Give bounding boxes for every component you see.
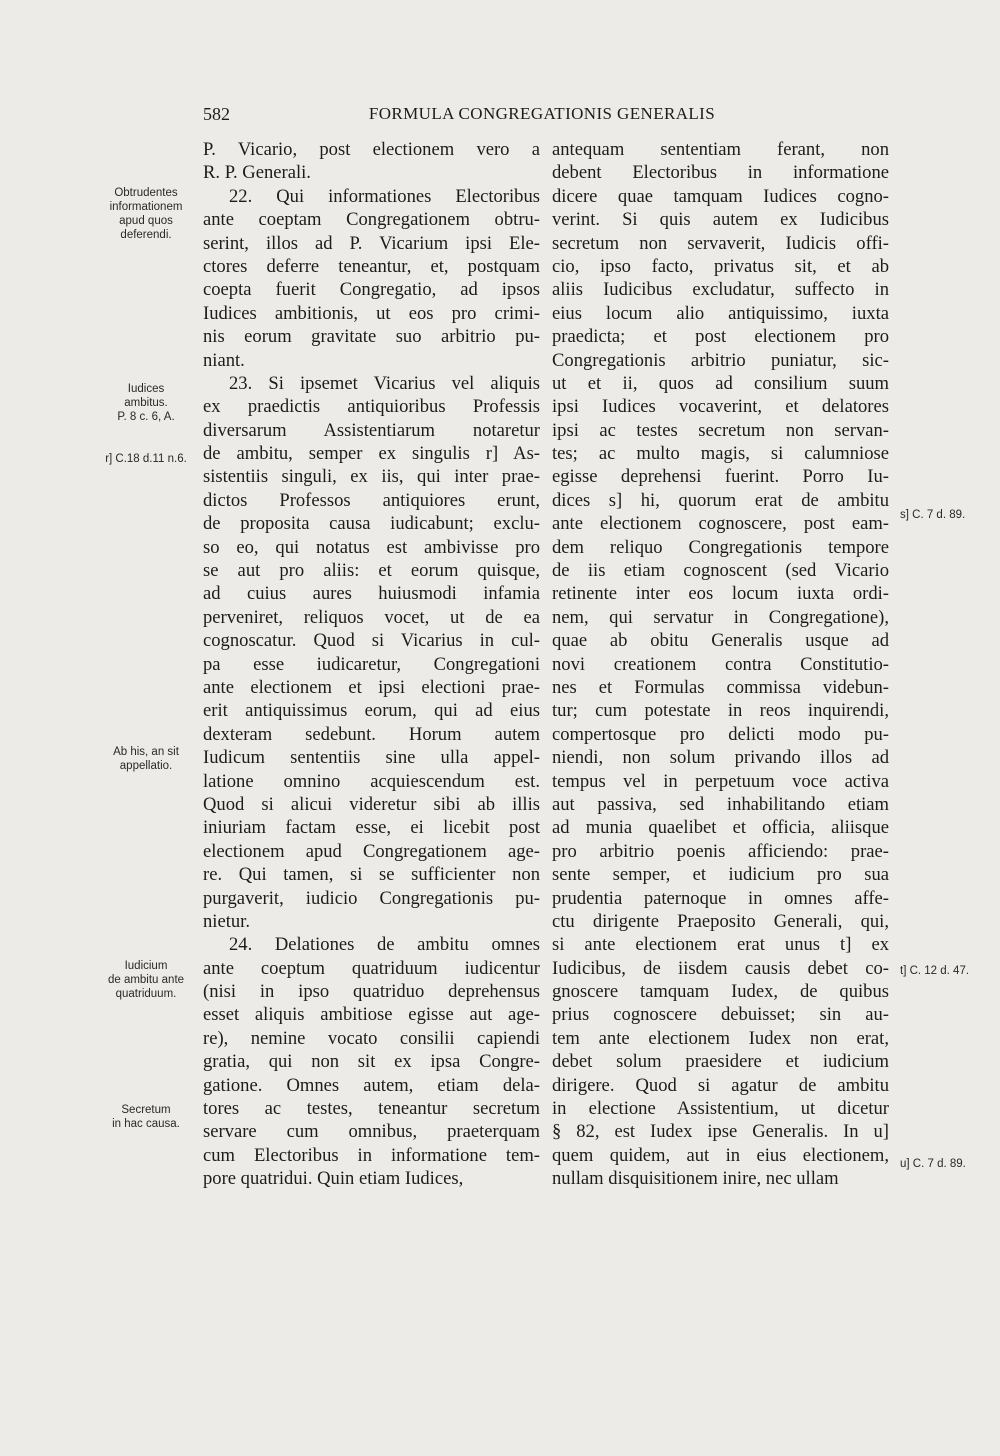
text-line: aut passiva, sed inhabilitando etiam bbox=[552, 793, 889, 815]
text-line: quem quidem, aut in eius electionem, bbox=[552, 1144, 889, 1166]
text-line: dexteram sedebunt. Horum autem bbox=[203, 723, 540, 745]
text-line: coepta fuerit Congregatio, ad ipsos bbox=[203, 279, 540, 301]
margin-note-left bbox=[96, 745, 196, 773]
text-line: si ante electionem erat unus t] ex bbox=[552, 934, 889, 956]
text-line: aliis Iudicibus excludatur, suffecto in bbox=[552, 279, 889, 301]
margin-note-line: appellatio. bbox=[119, 760, 173, 772]
text-line: verint. Si quis autem ex Iudicibus bbox=[552, 209, 889, 231]
text-line: cum Electoribus in informatione tem- bbox=[203, 1144, 540, 1166]
margin-note-line: Iudices bbox=[127, 383, 165, 395]
text-line: ut et ii, quos ad consilium suum bbox=[552, 372, 889, 394]
text-line: pore quatridui. Quin etiam Iudices, bbox=[203, 1168, 464, 1190]
text-line: tempus vel in perpetuum voce activa bbox=[552, 770, 889, 792]
page-header bbox=[203, 104, 881, 126]
margin-note-line: de ambitu ante bbox=[107, 974, 185, 986]
text-line: so eo, qui notatus est ambivisse pro bbox=[203, 536, 540, 558]
text-line: secretum non servaverit, Iudicis offi- bbox=[552, 232, 889, 254]
text-line: gratia, qui non sit ex ipsa Congre- bbox=[203, 1051, 540, 1073]
text-line: servare cum omnibus, praeterquam bbox=[203, 1121, 540, 1143]
text-line: Congregationis arbitrio puniatur, sic- bbox=[552, 349, 889, 371]
text-line: retinente inter eos locum iuxta ordi- bbox=[552, 583, 889, 605]
page-number: 582 bbox=[203, 104, 230, 124]
text-line: pro arbitrio poenis afficiendo: prae- bbox=[552, 840, 889, 862]
text-line: tur; cum potestate in reos inquirendi, bbox=[552, 700, 889, 722]
text-line: de iis etiam cognoscent (sed Vicario bbox=[552, 560, 889, 582]
text-line: de ambitu, semper ex singulis r] As- bbox=[203, 443, 540, 465]
text-line: tores ac testes, teneantur secretum bbox=[203, 1098, 540, 1120]
margin-note-left bbox=[96, 452, 196, 466]
text-line: nis eorum gravitate suo arbitrio pu- bbox=[203, 326, 540, 348]
text-line: perveniret, reliquos vocet, ut de ea bbox=[203, 606, 540, 628]
margin-note-right bbox=[900, 508, 995, 522]
text-line: nes et Formulas commissa videbun- bbox=[552, 676, 889, 698]
text-line: § 82, est Iudex ipse Generalis. In u] bbox=[552, 1121, 889, 1143]
text-line: ante coeptum quatriduum iudicentur bbox=[203, 957, 540, 979]
text-line: compertosque pro delicti modo pu- bbox=[552, 723, 889, 745]
text-line: prius cognoscere debuisset; sin au- bbox=[552, 1004, 889, 1026]
text-line: diversarum Assistentiarum notaretur bbox=[203, 419, 540, 441]
text-line: dictos Professos antiquiores erunt, bbox=[203, 489, 540, 511]
text-line: de proposita causa iudicabunt; exclu- bbox=[203, 513, 540, 535]
text-line: cio, ipso facto, privatus sit, et ab bbox=[552, 255, 889, 277]
text-line: niant. bbox=[203, 349, 245, 371]
text-line: antequam sententiam ferant, non bbox=[552, 139, 889, 160]
margin-note-right bbox=[900, 1157, 995, 1171]
margin-note-line: t] C. 12 d. 47. bbox=[900, 965, 970, 977]
text-line: quae ab obitu Generalis usque ad bbox=[552, 630, 889, 652]
text-line: 22. Qui informationes Electoribus bbox=[229, 185, 540, 207]
margin-note-line: Ab his, an sit bbox=[113, 746, 179, 758]
text-line: nietur. bbox=[203, 910, 250, 932]
text-line: ex praedictis antiquioribus Professis bbox=[203, 396, 540, 418]
text-line: R. P. Generali. bbox=[203, 162, 311, 184]
text-line: Iudices ambitionis, ut eos pro crimi- bbox=[203, 302, 540, 324]
margin-note-line: u] C. 7 d. 89. bbox=[900, 1158, 966, 1170]
margin-note-left bbox=[96, 959, 196, 1001]
text-line: re. Qui tamen, si se sufficienter non bbox=[203, 864, 540, 886]
text-line: nem, qui servatur in Congregatione), bbox=[552, 606, 889, 628]
margin-note-left bbox=[96, 186, 196, 242]
text-line: gnoscere tamquam Iudex, de quibus bbox=[552, 981, 889, 1003]
text-line: erit antiquissimus eorum, qui ad eius bbox=[203, 700, 540, 722]
text-line: prudentia paternoque in omnes affe- bbox=[552, 887, 889, 909]
left-text-column bbox=[203, 138, 540, 1191]
text-line: ctu dirigente Praeposito Generali, qui, bbox=[552, 910, 889, 932]
text-line: re), nemine vocato consilii capiendi bbox=[203, 1027, 540, 1049]
text-line: ad munia quaelibet et officia, aliisque bbox=[552, 817, 889, 839]
margin-note-line: deferendi. bbox=[120, 229, 172, 241]
text-line: gatione. Omnes autem, etiam dela- bbox=[203, 1074, 540, 1096]
text-line: tes; ac multo magis, si calumniose bbox=[552, 443, 889, 465]
text-line: 24. Delationes de ambitu omnes bbox=[229, 934, 540, 956]
text-line: serint, illos ad P. Vicarium ipsi Ele- bbox=[203, 232, 540, 254]
margin-note-line: in hac causa. bbox=[112, 1118, 180, 1130]
text-line: novi creationem contra Constitutio- bbox=[552, 653, 889, 675]
text-line: ante coeptam Congregationem obtru- bbox=[203, 209, 540, 231]
text-line: 23. Si ipsemet Vicarius vel aliquis bbox=[229, 372, 540, 394]
text-line: se aut pro aliis: et eorum quisque, bbox=[203, 560, 540, 582]
text-line: esset aliquis ambitiose egisse aut age- bbox=[203, 1004, 540, 1026]
text-line: ipsi Iudices vocaverint, et delatores bbox=[552, 396, 889, 418]
text-line: dices s] hi, quorum erat de ambitu bbox=[552, 489, 889, 511]
text-line: latione omnino acquiescendum est. bbox=[203, 770, 540, 792]
text-line: Iudicum sententiis sine ulla appel- bbox=[203, 747, 540, 769]
margin-note-line: Iudicium bbox=[124, 960, 168, 972]
text-line: dirigere. Quod si agatur de ambitu bbox=[552, 1074, 889, 1096]
text-line: tem ante electionem Iudex non erat, bbox=[552, 1027, 889, 1049]
text-line: niendi, non solum privando illos ad bbox=[552, 747, 889, 769]
text-line: dicere quae tamquam Iudices cogno- bbox=[552, 185, 889, 207]
margin-note-line: apud quos bbox=[119, 215, 173, 227]
text-line: ante electionem cognoscere, post eam- bbox=[552, 513, 889, 535]
margin-note-line: r] C.18 d.11 n.6. bbox=[105, 453, 187, 465]
text-line: dem reliquo Congregationis tempore bbox=[552, 536, 889, 558]
right-text-column bbox=[552, 138, 889, 1191]
text-line: iniuriam factam esse, ei licebit post bbox=[203, 817, 540, 839]
margin-note-left bbox=[96, 1103, 196, 1131]
text-line: sistentiis singuli, ex iis, qui inter prae- bbox=[203, 466, 540, 488]
text-line: egisse deprehensi fuerint. Porro Iu- bbox=[552, 466, 889, 488]
margin-note-line: Secretum bbox=[121, 1104, 171, 1116]
text-line: cognoscatur. Quod si Vicarius in cul- bbox=[203, 630, 540, 652]
margin-note-line: s] C. 7 d. 89. bbox=[900, 509, 966, 521]
text-line: P. Vicario, post electionem vero a bbox=[203, 139, 540, 160]
text-line: sente semper, et iudicium pro sua bbox=[552, 864, 889, 886]
text-line: Iudicibus, de iisdem causis debet co- bbox=[552, 957, 889, 979]
margin-note-left bbox=[96, 382, 196, 424]
text-line: (nisi in ipso quatriduo deprehensus bbox=[203, 981, 540, 1003]
text-line: ad cuius aures huiusmodi infamia bbox=[203, 583, 540, 605]
text-line: pa esse iudicaretur, Congregationi bbox=[203, 653, 540, 675]
text-line: purgaverit, iudicio Congregationis pu- bbox=[203, 887, 540, 909]
text-line: debent Electoribus in informatione bbox=[552, 162, 889, 184]
margin-note-line: P. 8 c. 6, A. bbox=[117, 411, 175, 423]
text-line: in electione Assistentium, ut dicetur bbox=[552, 1098, 889, 1120]
margin-note-right bbox=[900, 964, 995, 978]
margin-note-line: ambitus. bbox=[124, 397, 168, 409]
text-line: ante electionem et ipsi electioni prae- bbox=[203, 676, 540, 698]
margin-note-line: Obtrudentes bbox=[114, 187, 178, 199]
text-line: ctores deferre teneantur, et, postquam bbox=[203, 255, 540, 277]
margin-note-line: quatriduum. bbox=[115, 988, 177, 1000]
running-title: FORMULA CONGREGATIONIS GENERALIS bbox=[368, 104, 716, 123]
text-line: electionem apud Congregationem age- bbox=[203, 840, 540, 862]
text-line: ipsi ac testes secretum non servan- bbox=[552, 419, 889, 441]
text-line: eius locum alio antiquissimo, iuxta bbox=[552, 302, 889, 324]
margin-note-line: informationem bbox=[109, 201, 183, 213]
text-line: nullam disquisitionem inire, nec ullam bbox=[552, 1168, 839, 1190]
text-line: praedicta; et post electionem pro bbox=[552, 326, 889, 348]
text-line: Quod si alicui videretur sibi ab illis bbox=[203, 793, 540, 815]
text-line: debet solum praesidere et iudicium bbox=[552, 1051, 889, 1073]
